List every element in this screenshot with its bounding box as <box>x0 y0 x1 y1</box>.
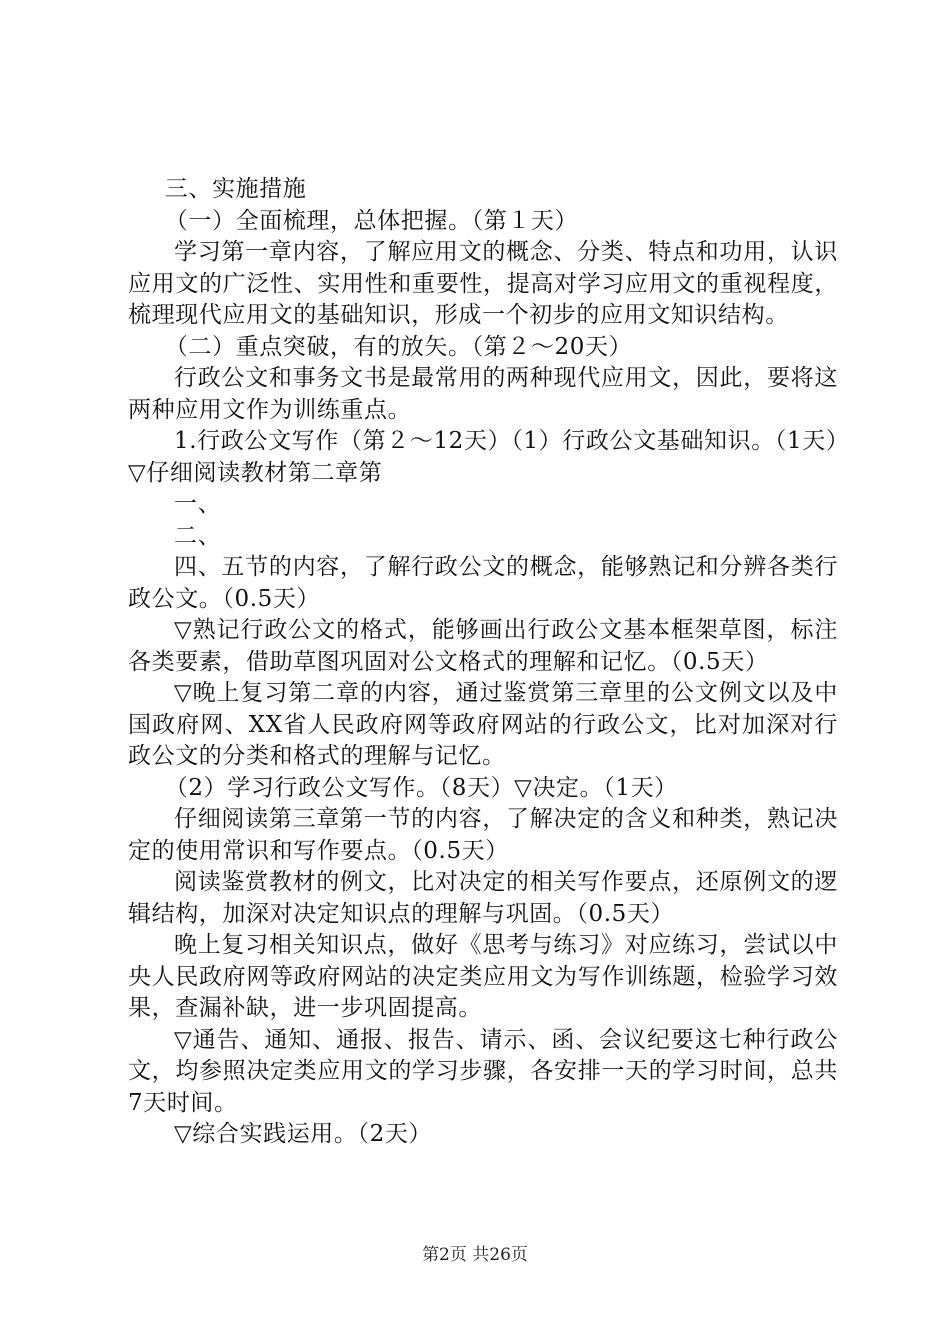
paragraph: 阅读鉴赏教材的例文，比对决定的相关写作要点，还原例文的逻辑结构，加深对决定知识点的理解与巩固。（0.5天） <box>128 869 838 927</box>
section-heading: 三、实施措施 <box>164 176 307 202</box>
paragraph: 四、五节的内容，了解行政公文的概念，能够熟记和分辨各类行政公文。（0.5天） <box>128 554 838 612</box>
paragraph: ▽熟记行政公文的格式，能够画出行政公文基本框架草图，标注各类要素，借助草图巩固对公文格式的理解和记忆。（0.5天） <box>128 617 838 675</box>
subsection-heading: （一）全面梳理，总体把握。（第１天） <box>164 207 579 234</box>
paragraph: 晚上复习相关知识点，做好《思考与练习》对应练习，尝试以中央人民政府网等政府网站的决定类应用文为写作训练题，检验学习效果，查漏补缺，进一步巩固提高。 <box>128 932 838 1021</box>
subsection-heading: （2）学习行政公文写作。（8天）▽决定。（1天） <box>164 774 678 801</box>
paragraph: 行政公文和事务文书是最常用的两种现代应用文，因此，要将这两种应用文作为训练重点。 <box>128 365 838 423</box>
paragraph: ▽综合实践运用。（2天） <box>174 1121 433 1147</box>
paragraph: ▽通告、通知、通报、报告、请示、函、会议纪要这七种行政公文，均参照决定类应用文的学习步骤，各安排一天的学习时间，总共7天时间。 <box>128 1026 838 1116</box>
subsection-heading: （二）重点突破，有的放矢。（第２～20天） <box>164 333 633 360</box>
paragraph: 二、 <box>174 522 222 549</box>
document-body <box>128 174 838 1151</box>
paragraph: 一、 <box>174 491 222 517</box>
paragraph: ▽晚上复习第二章的内容，通过鉴赏第三章里的公文例文以及中国政府网、XX省人民政府网等政府网站的行政公文，比对加深对行政公文的分类和格式的理解与记忆。 <box>128 680 838 769</box>
paragraph: 学习第一章内容，了解应用文的概念、分类、特点和功用，认识应用文的广泛性、实用性和重要性，提高对学习应用文的重视程度，梳理现代应用文的基础知识，形成一个初步的应用文知识结构。 <box>128 239 838 328</box>
paragraph: 1.行政公文写作（第２～12天）（1）行政公文基础知识。（1天）▽仔细阅读教材第二章第 <box>128 428 838 486</box>
page-number-footer: 第2页 共26页 <box>422 1245 528 1265</box>
paragraph: 仔细阅读第三章第一节的内容，了解决定的含义和种类，熟记决定的使用常识和写作要点。（0.5天） <box>128 806 838 864</box>
